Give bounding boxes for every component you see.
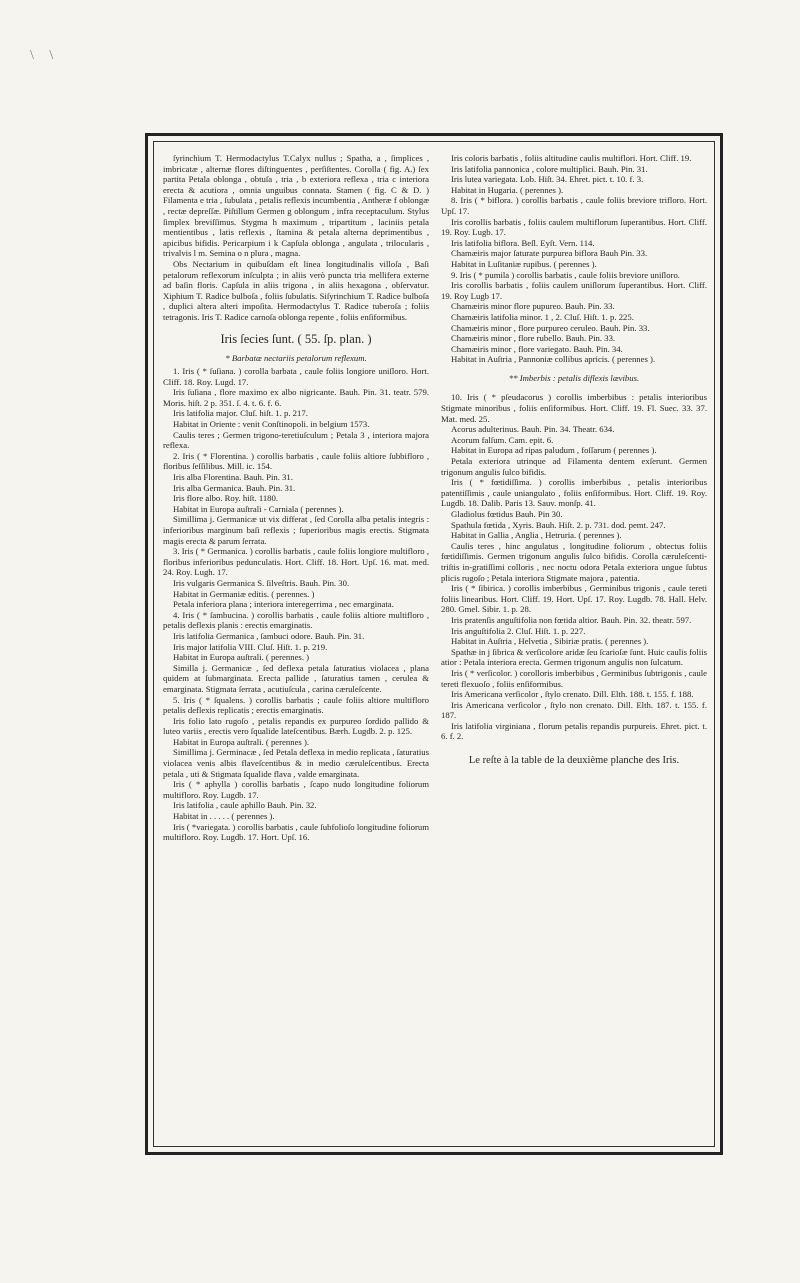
species-entry: Iris ( *variegata. ) corollis barbatis , caule ſubfolioſo longitudine foliorum multifloro. Roy. Lugdb. 17. Hort. Upſ. 16. xyxy=(163,821,429,843)
section-subheading-imberbis: ** Imberbis : petalis diflexis lævibus. xyxy=(508,372,640,383)
species-entry: 10. Iris ( * pſeudacorus ) corollis imberbibus : petalis interioribus Stigmate minoribus , foliis enſiformibus. Hort. Cliff. 19. Fl. Suec. 33. 37. Mat. med. 25. xyxy=(441,392,707,424)
species-entry: Simillima j. Germinacæ , ſed Petala deflexa in medio replicata , ſaturatius violacea venis albis flaveſcentibus & in medio cæruleſcentibus. Erecta petala , uti & Stigmata ſqualide flava , valde emarginata. xyxy=(163,747,429,779)
species-entry: 1. Iris ( * ſuſiana. ) corolla barbata , caule foliis longiore uniſloro. Hort. Cliff. 18. Roy. Lugd. 17. xyxy=(163,366,429,387)
closing-note: Le reſte à la table de la deuxième planche des Iris. xyxy=(468,755,680,767)
species-entry: Petala exteriora utrinque ad Filamenta dentem exſerunt. Germen trigonum angulis ſulco bifidis. xyxy=(441,456,707,477)
species-entry: Chamæiris minor flore pupureo. Bauh. Pin. 33. xyxy=(451,301,615,312)
species-entry: Iris ( * verſicolor. ) corolloris imberbibus , Germinibus ſubtrigonis , caule tereti flexuoſo , foliis enſiformibus. xyxy=(441,667,707,689)
species-entry: Habitat in Auſtria , Helvetia , Sibiriæ pratis. ( perennes ). xyxy=(451,636,649,647)
species-entry: 8. Iris ( * biflora. ) corollis barbatis , caule foliis breviore trifloro. Hort. Upſ. 17. xyxy=(441,195,707,216)
species-entry: Iris vulgaris Germanica S. ſilveſtris. Bauh. Pin. 30. xyxy=(173,577,350,588)
species-entry: Iris alba Florentina. Bauh. Pin. 31. xyxy=(173,472,293,483)
species-entry: Iris latifolia biflora. Beſl. Eyſt. Vern. 114. xyxy=(451,237,595,248)
species-entry: Spathæ in j ſibrica & verſicolore aridæ ſeu ſcarioſæ ſunt. Huic caulis foliis atior : Petala interiora erecta. Germen trigonum angulis non ſulcatum. xyxy=(441,646,707,668)
species-entry: Caulis teres , hinc angulatus , longitudine foliorum , obtectus foliis fœtidiſſimis. Germen trigonum angulis ſulco bifidis. Corolla cæruleſcenti-triſtis in-gratiſſimi colloris , nec noctu odora Petala exteriora ungue ſubtus plicis rugoſo ; Petala interiora Stigmate majora , patentia. xyxy=(441,540,707,583)
species-entry: Iris flore albo. Roy. hiſt. 1180. xyxy=(173,493,279,504)
species-entry: Habitat in Hugaria. ( perennes ). xyxy=(451,184,564,195)
text-body xyxy=(163,153,707,1141)
species-entry: Habitat in Europa auſtrali. ( perennes. ) xyxy=(173,652,310,663)
species-entry: Habitat in . . . . . ( perennes ). xyxy=(173,811,275,822)
species-list-right-a xyxy=(441,153,707,365)
species-entry: Iris Americana verſicolor , ſtylo crenato. Dill. Elth. 188. t. 155. f. 188. xyxy=(451,689,694,700)
species-entry: Iris latifolia pannonica , colore multiplici. Bauh. Pin. 31. xyxy=(451,163,648,174)
species-entry: Iris corollis barbatis , foliis caulem uniſlorum ſuperantibus. Hort. Cliff. 19. Roy Lugb 17. xyxy=(441,280,707,301)
right-column xyxy=(441,153,707,1141)
species-entry: Iris major latifolia VIII. Cluſ. Hiſt. 1. p. 219. xyxy=(173,641,328,652)
species-entry: Iris ( * aphylla ) corollis barbatis , ſcapo nudo longitudine foliorum multifloro. Roy. Lugdb. 17. xyxy=(163,779,429,800)
species-entry: Gladiolus fœtidus Bauh. Pin 30. xyxy=(451,509,563,519)
genus-description: ſyrinchium T. Hermodactylus T.Calyx nullus ; Spatha, a , ſimplices , imbricatæ , alternæ flores diſtinguentes , perſiſtentes. Corolla ( fig. A.) ſex partita Petala oblonga , obtuſa , tria , b exteriora reflexa , tria c interiora erecta & acutiora , omnia unguibus connata. Stamen ( fig. C & D. ) Filamenta e tria , ſubulata , petalis reflexis incumbentia , Antheræ f oblongæ , rectæ depreſſæ. Piſtillum Germen g oblongum , infra receptaculum. Stylus ſimplex breviſſimus. Stygma h maximum , tripartitum , laciniis petala mentientibus , latis reflexis , ſtamina & petala alterna deprimentibus , apicibus bifidis. Pericarpium i k Capſula oblonga , angulata , trilocularis , trivalvis l m. Semina o n plura , magna. xyxy=(163,153,429,259)
species-entry: Chamæiris minor , flore variegato. Bauh. Pin. 34. xyxy=(451,343,623,354)
species-entry: Iris ( * ſibirica. ) corollis imberbibus , Germinibus trigonis , caule tereti foliis linearibus. Hort. Cliff. 19. Hort. Upſ. 17. Roy. Lugdb. 78. Hall. Helv. 280. Gmel. Sibir. 1. p. 28. xyxy=(441,583,707,615)
species-entry: Petala inferiora plana ; interiora interegerrima , nec emarginata. xyxy=(173,599,394,610)
section-subheading: * Barbatæ nectariis petalorum reflexum. xyxy=(225,352,367,363)
species-entry: Iris Americana verſicolor , ſtylo non crenato. Dill. Elth. 187. t. 155. f. 187. xyxy=(441,699,707,721)
species-entry: Habitat in Luſitaniæ rupibus. ( perennes ). xyxy=(451,258,597,269)
species-entry: Chamæiris major ſaturate purpurea biflora Bauh Pin. 33. xyxy=(451,248,648,259)
species-entry: Chamæiris minor , flore purpureo ceruleo. Bauh. Pin. 33. xyxy=(451,322,650,333)
species-entry: 2. Iris ( * Florentina. ) corollis barbatis , caule foliis altiore ſubbifloro , floribus ſeſſilibus. Mill. ic. 154. xyxy=(163,450,429,472)
species-entry: Iris ſuſiana , flore maximo ex albo nigricante. Bauh. Pin. 31. teatr. 579. Moris. hiſt. 2 p. 351. ſ. 4. t. 6. f. 6. xyxy=(163,387,429,408)
species-entry: Iris alba Germanica. Bauh. Pin. 31. xyxy=(173,482,296,493)
species-entry: Simillima j. Germanicæ ut vix differat , ſed Corolla alba petalis integris : inferioribus marginum baſi reflexis ; ſuperioribus magis erectis. Stigmata magis erecta & parum ſerrata. xyxy=(163,514,429,546)
species-entry: Habitat in Gallia , Anglia , Hetruria. ( perennes ). xyxy=(451,530,622,541)
species-entry: 4. Iris ( * ſambucina. ) corollis barbatis , caule foliis altiore multifloro , petalis deflexis planis : erectis emarginatis. xyxy=(163,609,429,631)
species-entry: Iris corollis barbatis , foliis caulem multiflorum ſuperantibus. Hort. Cliff. 19. Roy. Lugb. 17. xyxy=(441,216,707,238)
corner-marks: \ \ xyxy=(30,48,60,63)
species-entry: Habitat in Germaniæ editis. ( perennes. ) xyxy=(173,588,315,599)
species-entry: Habitat in Oriente : venit Conſtinopoli. in belgium 1573. xyxy=(173,419,370,430)
species-entry: Spathula fœtida , Xyris. Bauh. Hiſt. 2. p. 731. dod. pemt. 247. xyxy=(451,519,666,530)
species-entry: Iris coloris barbatis , foliis altitudine caulis multiflori. Hort. Cliff. 19. xyxy=(451,153,692,163)
species-entry: Chamæiris minor , flore rubello. Bauh. Pin. 33. xyxy=(451,333,616,344)
species-heading: Iris ſecies ſunt. ( 55. ſp. plan. ) xyxy=(220,331,372,346)
observation-paragraph: Obs Nectarium in quibuſdam eſt linea longitudinalis villoſa , Baſi petalorum reflexorum inſculpta ; in aliis verò puncta tria mellifera externe ad baſin floris. Capſula in aliis trigona , in aliis hexagona , obſervatur. Xiphium T. Radice bulboſa , foliis ſubulatis. Siſyrinchium T. Radice bulboſa , duplici altera alteri impoſita. Hermodactylus T. Radice tuberoſa ; foliis tetragonis. Iris T. Radice carnoſa oblonga repente , foliis enſiformibus. xyxy=(163,258,429,322)
left-column xyxy=(163,153,429,1141)
species-entry: Iris latifolia virginiana , florum petalis repandis purpureis. Ehret. pict. t. 6. f. 2. xyxy=(441,720,707,742)
species-entry: Acorus adulterinus. Bauh. Pin. 34. Theatr. 634. xyxy=(451,424,615,435)
species-entry: 5. Iris ( * ſqualens. ) corollis barbatis ; caule foliis altiore multifloro petalis deflexis replicatis ; erectis emarginatis. xyxy=(163,694,429,716)
species-entry: Iris folio lato rugoſo , petalis repandis ex purpureo ſordido pallido & luteo variis , erectis vero ſqualide lateſcentibus. Bærh. Lugdb. 2. p. 125. xyxy=(163,715,429,737)
species-entry: Habitat in Europa ad ripas paludum , foſſarum ( perennes ). xyxy=(451,445,657,456)
species-entry: Similla j. Germanicæ , ſed deflexa petala ſaturatius violacea , plana quidem at ſubmarginata. Erecta pallide , ſaturatius tamen , cerulea & emarginata. Stigmata ſerrata , acutiuſcula , carina cæruleſcente. xyxy=(163,662,429,694)
species-entry: Iris latifolia major. Cluſ. hiſt. 1. p. 217. xyxy=(173,408,308,419)
species-entry: Iris latifolia Germanica , ſambuci odore. Bauh. Pin. 31. xyxy=(173,630,365,641)
species-list-right-b xyxy=(441,392,707,742)
species-entry: Chamæiris latifolia minor. 1 , 2. Cluſ. Hiſt. 1. p. 225. xyxy=(451,311,634,322)
species-entry: Iris pratenſis anguſtifolia non fœtida altior. Bauh. Pin. 32. theatr. 597. xyxy=(451,614,692,625)
species-entry: Caulis teres ; Germen trigono-teretiuſculum ; Petala 3 , interiora majora reflexa. xyxy=(163,429,429,451)
species-entry: Iris latifolia , caule aphillo Bauh. Pin. 32. xyxy=(173,800,317,811)
species-entry: 9. Iris ( * pumila ) corollis barbatis , caule foliis breviore uniſloro. xyxy=(451,269,680,280)
species-entry: Iris ( * fœtidiſſima. ) corollis imberbibus , petalis interioribus patentiſſimis , caule uniangulato , foliis enſiformibus. Hort. Cliff. 19. Roy. Lugdb. 18. Dalib. Paris 13. Sauv. monſp. 41. xyxy=(441,477,707,509)
species-list-left xyxy=(163,366,429,843)
species-entry: Acorum falſum. Cam. epit. 6. xyxy=(451,434,554,445)
species-entry: 3. Iris ( * Germanica. ) corollis barbatis , caule foliis longiore multifloro , floribus inferioribus pedunculatis. Hort. Cliff. 18. Hort. Upſ. 16. mat. med. 24. Roy. Lugh. 17. xyxy=(163,546,429,578)
species-entry: Habitat in Europa auſtrali. ( perennes ). xyxy=(173,736,310,747)
species-entry: Habitat in Europa auſtrali - Carniala ( perennes ). xyxy=(173,503,344,514)
species-entry: Iris lutea variegata. Lob. Hiſt. 34. Ehret. pict. t. 10. f. 3. xyxy=(451,174,644,185)
species-entry: Iris anguſtifolia 2. Cluſ. Hiſt. 1. p. 227. xyxy=(451,625,586,636)
species-entry: Habitat in Auſtria , Pannoniæ collibus apricis. ( perennes ). xyxy=(451,354,656,365)
